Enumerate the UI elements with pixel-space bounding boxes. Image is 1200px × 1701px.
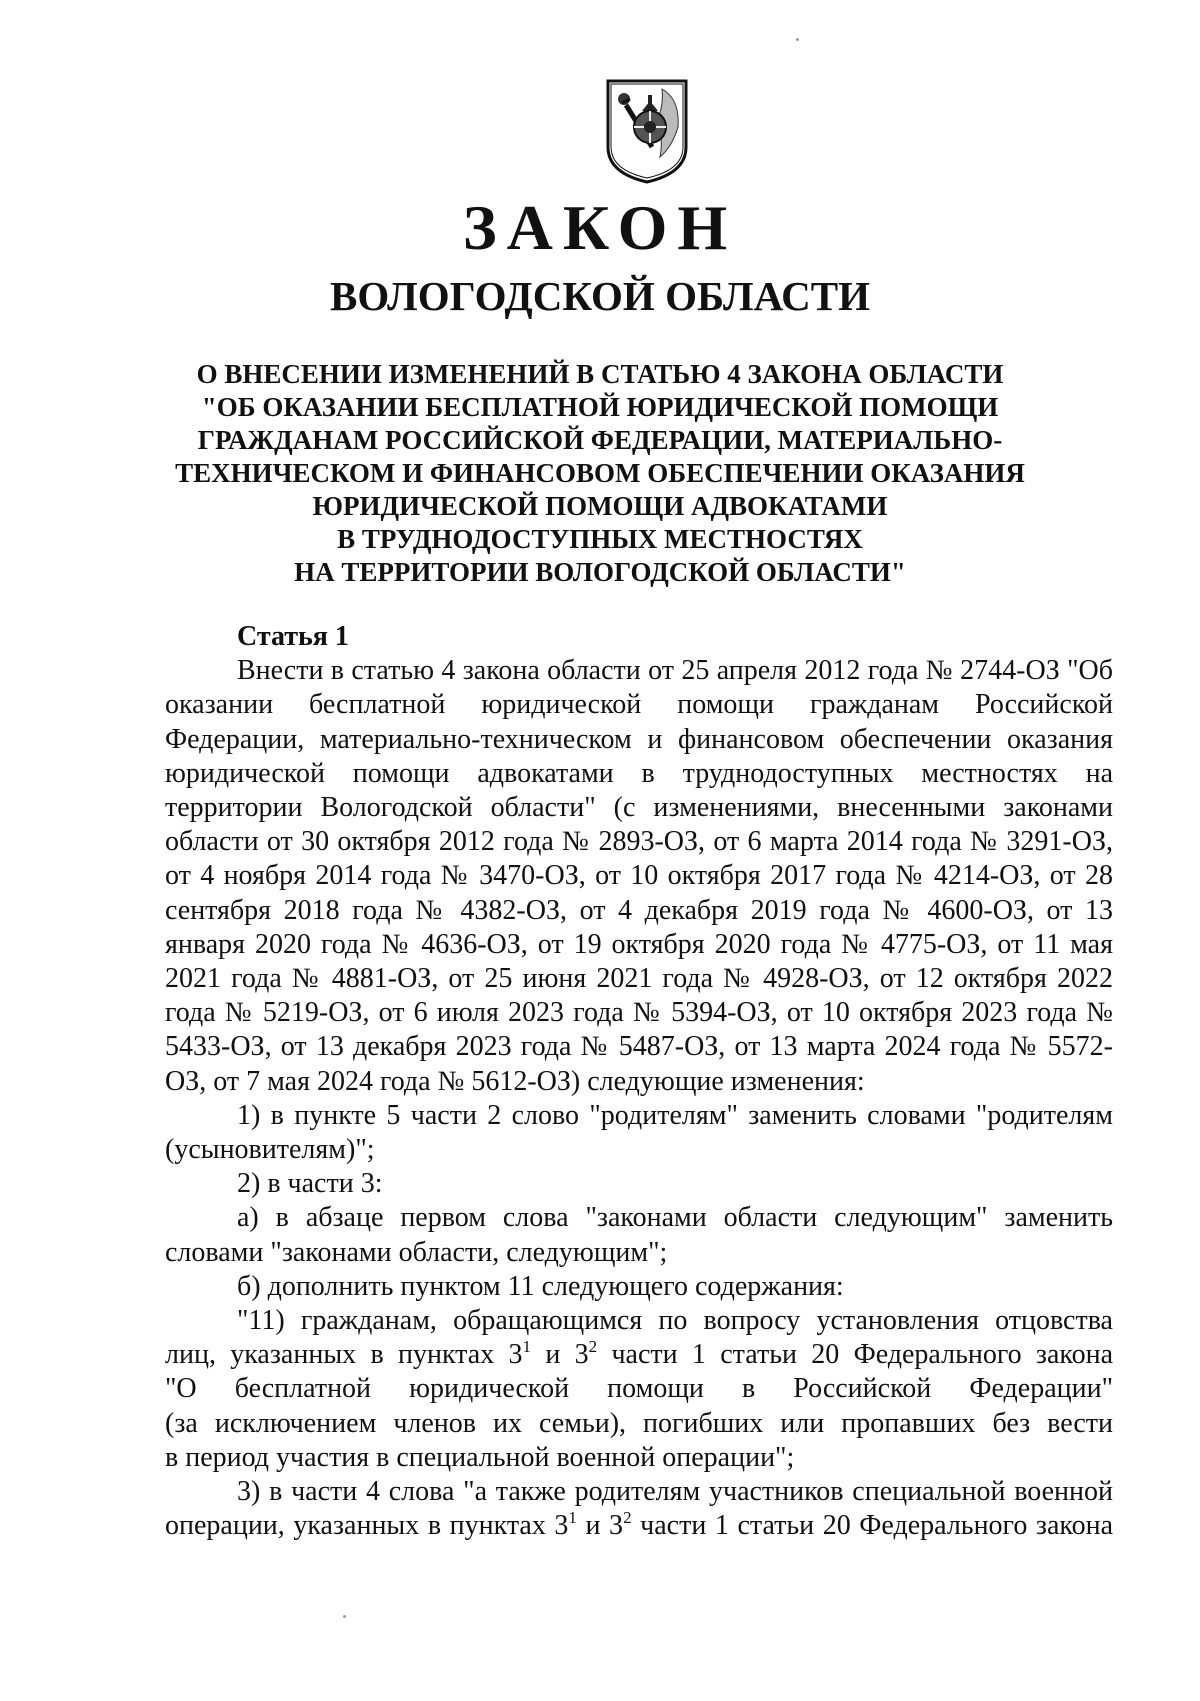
vologda-coat-of-arms-icon	[604, 77, 690, 185]
heading-line: ЮРИДИЧЕСКОЙ ПОМОЩИ АДВОКАТАМИ	[312, 491, 888, 521]
quote-line: (за исключением членов их семьи), погибших или пропавших без вести	[165, 1407, 1113, 1439]
heading-line: НА ТЕРРИТОРИИ ВОЛОГОДСКОЙ ОБЛАСТИ"	[294, 557, 906, 587]
heading-line: В ТРУДНОДОСТУПНЫХ МЕСТНОСТЯХ	[337, 524, 863, 554]
amendment-item-2: 2) в части 3:	[237, 1168, 383, 1200]
item3-line: операции, указанных в пунктах $3^1$ и $3^2$ части 1 статьи 20 Федерального закона	[165, 1508, 1114, 1542]
item3-line: 3) в части 4 слова "а также родителям участников специальной военной	[237, 1476, 1113, 1508]
article-body	[165, 620, 1113, 1543]
amendment-item-2a: а) в абзаце первом слова "законами области следующим" заменить словами "законами области, следующим";	[165, 1202, 1113, 1268]
quote-line: "11) гражданам, обращающимся по вопросу установления отцовства	[237, 1305, 1113, 1337]
document-subtitle: ВОЛОГОДСКОЙ ОБЛАСТИ	[329, 273, 871, 319]
law-heading	[150, 358, 1050, 589]
amendment-item-3	[165, 1475, 1113, 1543]
heading-line: ТЕХНИЧЕСКОМ И ФИНАНСОВОМ ОБЕСПЕЧЕНИИ ОКАЗАНИЯ	[175, 458, 1025, 488]
amendment-item-1: 1) в пункте 5 части 2 слово "родителям" заменить словами "родителям (усыновителям)";	[165, 1099, 1113, 1166]
article-title: Статья 1	[237, 621, 349, 652]
document-title: ЗАКОН	[462, 192, 738, 263]
article-intro: Внести в статью 4 закона области от 25 апреля 2012 года № 2744-ОЗ "Об оказании бесплатной юридической помощи гражданам Российской Федерации, материально-техническом и финансовом обеспечении оказания юридической помощи адвокатами в труднодоступных местностях на территории Вологодской области" (с изменениями, внесенными законами области от 30 октября 2012 года № 2893-ОЗ, от 6 марта 2014 года № 3291-ОЗ, от 4 ноября 2014 года № 3470-ОЗ, от 10 октября 2017 года № 4214-ОЗ, от 28 сентября 2018 года № 4382-ОЗ, от 4 декабря 2019 года № 4600-ОЗ, от 13 января 2020 года № 4636-ОЗ, от 19 октября 2020 года № 4775-ОЗ, от 11 мая 2021 года № 4881-ОЗ, от 25 июня 2021 года № 4928-ОЗ, от 12 октября 2022 года № 5219-ОЗ, от 6 июля 2023 года № 5394-ОЗ, от 10 октября 2023 года № 5433-ОЗ, от 13 декабря 2023 года № 5487-ОЗ, от 13 марта 2024 года № 5572-ОЗ, от 7 мая 2024 года № 5612-ОЗ) следующие изменения:	[165, 655, 1113, 1097]
quote-line: "О бесплатной юридической помощи в Российской Федерации"	[165, 1373, 1113, 1405]
scan-speck	[796, 38, 799, 41]
heading-line: "ОБ ОКАЗАНИИ БЕСПЛАТНОЙ ЮРИДИЧЕСКОЙ ПОМОЩИ	[201, 392, 999, 422]
heading-line: О ВНЕСЕНИИ ИЗМЕНЕНИЙ В СТАТЬЮ 4 ЗАКОНА ОБЛАСТИ	[196, 359, 1004, 389]
quote-line: лиц, указанных в пунктах $3^1$ и $3^2$ части 1 статьи 20 Федерального закона	[165, 1337, 1114, 1371]
heading-line: ГРАЖДАНАМ РОССИЙСКОЙ ФЕДЕРАЦИИ, МАТЕРИАЛЬНО-	[197, 425, 1003, 455]
amendment-item-2b: б) дополнить пунктом 11 следующего содержания:	[237, 1270, 844, 1302]
scan-speck	[343, 1615, 346, 1618]
quoted-new-point	[165, 1304, 1113, 1475]
quote-line: в период участия в специальной военной операции";	[165, 1441, 795, 1473]
